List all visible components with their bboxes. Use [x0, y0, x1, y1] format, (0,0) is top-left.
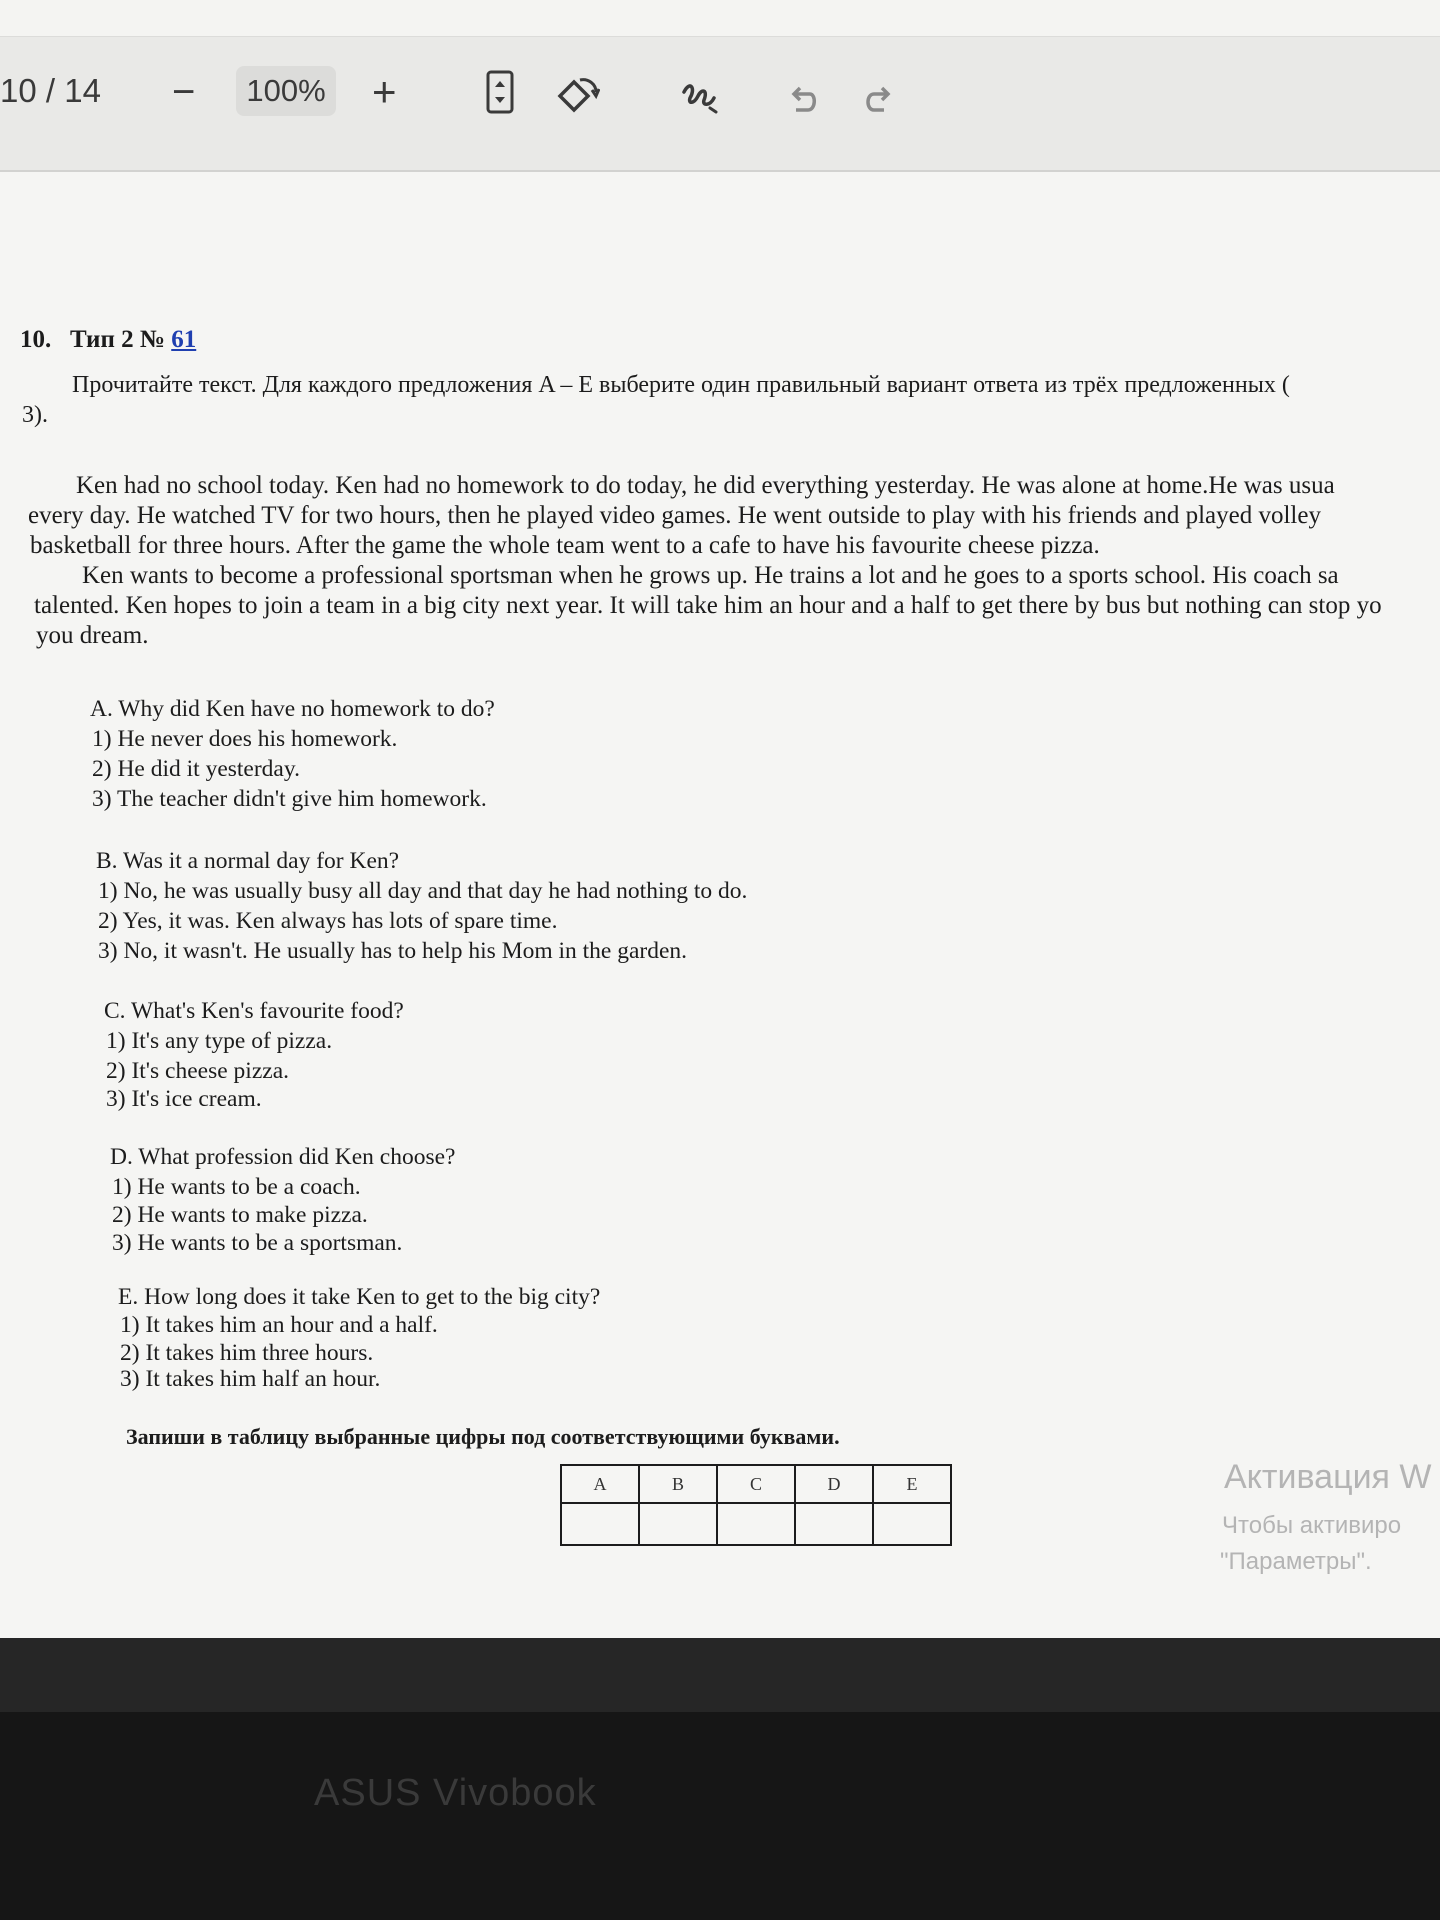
task-heading [20, 326, 196, 354]
option-item: 2) It takes him three hours. [120, 1340, 374, 1366]
task-type-label: Тип 2 № [70, 326, 165, 353]
rotate-icon[interactable] [554, 74, 600, 121]
option-item: 3) No, it wasn't. He usually has to help his Mom in the garden. [98, 938, 688, 964]
browser-strip [0, 0, 1440, 37]
paragraph-line: Ken wants to become a professional sportsman when he grows up. He trains a lot and he goes to a sports school. His coach sa [82, 562, 1339, 589]
screen-bezel [0, 1638, 1440, 1712]
answer-cell-d[interactable] [795, 1503, 873, 1545]
answer-cell-e[interactable] [873, 1503, 951, 1545]
option-item: 3) It's ice cream. [106, 1086, 262, 1112]
table-instruction: Запиши в таблицу выбранные цифры под соответствующими буквами. [126, 1424, 840, 1449]
option-item: 3) He wants to be a sportsman. [112, 1230, 403, 1256]
paragraph-line: talented. Ken hopes to join a team in a big city next year. It will take him an hour and a half to get there by bus but nothing can stop yo [34, 592, 1382, 619]
laptop-brand: ASUS Vivobook [314, 1772, 597, 1814]
answer-cell-c[interactable] [717, 1503, 795, 1545]
fit-page-icon[interactable] [486, 70, 514, 119]
question-b: B. Was it a normal day for Ken? [96, 848, 400, 874]
option-item: 2) He did it yesterday. [92, 756, 300, 782]
zoom-value-field[interactable]: 100% [236, 66, 336, 116]
answer-cell-a[interactable] [561, 1503, 639, 1545]
answer-cell-b[interactable] [639, 1503, 717, 1545]
answer-table [560, 1464, 952, 1546]
option-item: 1) No, he was usually busy all day and that day he had nothing to do. [98, 878, 748, 904]
option-item: 1) He never does his homework. [92, 726, 398, 752]
zoom-out-button[interactable]: − [172, 70, 196, 114]
activation-title: Активация W [1224, 1458, 1432, 1496]
table-header-e: E [873, 1465, 951, 1503]
option-item: 2) Yes, it was. Ken always has lots of spare time. [98, 908, 558, 934]
question-e: E. How long does it take Ken to get to the big city? [118, 1284, 601, 1310]
table-header-b: B [639, 1465, 717, 1503]
table-header-d: D [795, 1465, 873, 1503]
instruction-line-1: Прочитайте текст. Для каждого предложения A – E выберите один правильный вариант ответа из трёх предложенных ( [72, 372, 1290, 398]
paragraph-line: Ken had no school today. Ken had no homework to do today, he did everything yesterday. He was alone at home.He was usua [76, 472, 1335, 499]
draw-icon[interactable] [680, 78, 720, 119]
option-item: 2) He wants to make pizza. [112, 1202, 368, 1228]
paragraph-line: basketball for three hours. After the game the whole team went to a cafe to have his favourite cheese pizza. [30, 532, 1100, 559]
table-header-c: C [717, 1465, 795, 1503]
pdf-toolbar [0, 0, 1440, 172]
table-header-a: A [561, 1465, 639, 1503]
option-item: 1) It takes him an hour and a half. [120, 1312, 438, 1338]
document-page [0, 172, 1440, 1638]
option-item: 1) He wants to be a coach. [112, 1174, 361, 1200]
zoom-in-button[interactable]: + [372, 68, 397, 115]
undo-icon[interactable] [788, 84, 818, 121]
question-d: D. What profession did Ken choose? [110, 1144, 456, 1170]
question-a: A. Why did Ken have no homework to do? [90, 696, 495, 722]
task-number: 10. [20, 326, 52, 353]
page-indicator[interactable]: 10 / 14 [0, 72, 101, 109]
paragraph-line: you dream. [36, 622, 149, 649]
option-item: 2) It's cheese pizza. [106, 1058, 289, 1084]
option-item: 3) The teacher didn't give him homework. [92, 786, 487, 812]
task-link[interactable]: 61 [171, 326, 197, 353]
redo-icon[interactable] [862, 84, 894, 121]
question-c: C. What's Ken's favourite food? [104, 998, 404, 1024]
option-item: 1) It's any type of pizza. [106, 1028, 333, 1054]
option-item: 3) It takes him half an hour. [120, 1366, 381, 1392]
instruction-line-2: 3). [22, 402, 48, 428]
paragraph-line: every day. He watched TV for two hours, then he played video games. He went outside to play with his friends and played volley [28, 502, 1321, 529]
activation-line-1: Чтобы активиро [1222, 1512, 1402, 1539]
activation-line-2: "Параметры". [1220, 1548, 1372, 1575]
